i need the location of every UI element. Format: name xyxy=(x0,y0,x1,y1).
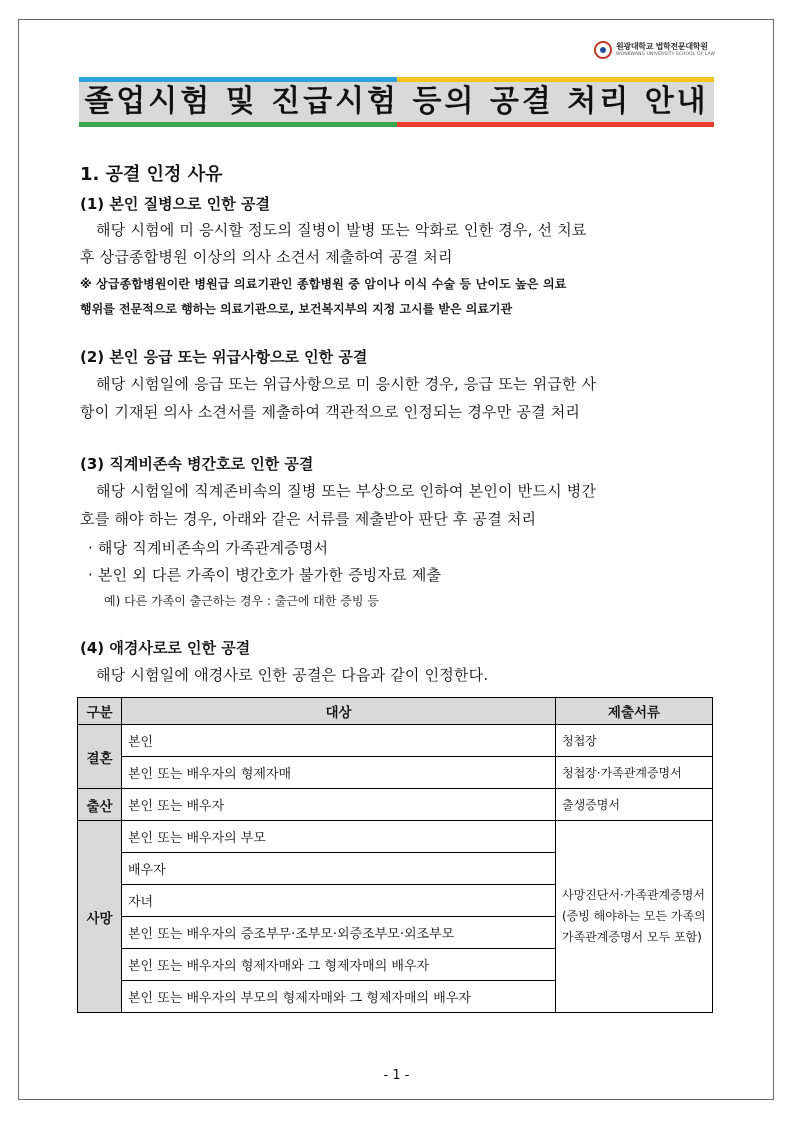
category-birth: 출산 xyxy=(78,789,122,821)
target-cell: 본인 xyxy=(122,725,556,757)
school-name: 원광대학교 법학전문대학원 xyxy=(616,42,708,51)
target-cell: 본인 또는 배우자의 부모 xyxy=(122,821,556,853)
item3-line1: 해당 시험일에 직계존비속의 질병 또는 부상으로 인하여 본인이 반드시 병간 xyxy=(96,482,597,500)
category-marriage: 결혼 xyxy=(78,725,122,789)
title-accent-red xyxy=(397,122,714,127)
table-row xyxy=(78,789,713,821)
target-cell: 본인 또는 배우자의 형제자매 xyxy=(122,757,556,789)
item4-heading: (4) 애경사로로 인한 공결 xyxy=(80,639,251,657)
target-cell: 본인 또는 배우자의 부모의 형제자매와 그 형제자매의 배우자 xyxy=(122,981,556,1013)
school-logo xyxy=(594,40,724,62)
item3-heading: (3) 직계비존속 병간호로 인한 공결 xyxy=(80,455,314,473)
header-target: 대상 xyxy=(122,698,556,725)
documents-cell: 출생증명서 xyxy=(556,789,713,821)
documents-cell-death: 사망진단서·가족관계증명서(증빙 해야하는 모든 가족의 가족관계증명서 모두 포함) xyxy=(556,821,713,1013)
item1-line1: 해당 시험에 미 응시할 정도의 질병이 발병 또는 악화로 인한 경우, 선 치료 xyxy=(96,221,587,239)
category-death: 사망 xyxy=(78,821,122,1013)
section-heading: 1. 공결 인정 사유 xyxy=(80,164,223,185)
document-title: 졸업시험 및 진급시험 등의 공결 처리 안내 xyxy=(79,82,714,122)
item1-line2: 후 상급종합병원 이상의 의사 소견서 제출하여 공결 처리 xyxy=(80,248,453,266)
documents-cell: 청첩장·가족관계증명서 xyxy=(556,757,713,789)
target-cell: 자녀 xyxy=(122,885,556,917)
target-cell: 본인 또는 배우자의 형제자매와 그 형제자매의 배우자 xyxy=(122,949,556,981)
documents-cell: 청첩장 xyxy=(556,725,713,757)
table-header-row xyxy=(78,698,713,725)
school-seal-icon xyxy=(594,41,612,59)
item3-bullet2: · 본인 외 다른 가족이 병간호가 불가한 증빙자료 제출 xyxy=(88,566,442,584)
item2-heading: (2) 본인 응급 또는 위급사항으로 인한 공결 xyxy=(80,348,368,366)
item1-heading: (1) 본인 질병으로 인한 공결 xyxy=(80,195,270,213)
absence-table xyxy=(77,697,713,1013)
header-documents: 제출서류 xyxy=(556,698,713,725)
header-category: 구분 xyxy=(78,698,122,725)
item4-line: 해당 시험일에 애경사로 인한 공결은 다음과 같이 인정한다. xyxy=(96,666,489,684)
table-row xyxy=(78,757,713,789)
target-cell: 본인 또는 배우자의 증조부무·조부모·외증조부모·외조부모 xyxy=(122,917,556,949)
table-row xyxy=(78,725,713,757)
item3-line2: 호를 해야 하는 경우, 아래와 같은 서류를 제출받아 판단 후 공결 처리 xyxy=(80,510,537,528)
item3-example: 예) 다른 가족이 출근하는 경우 : 출근에 대한 증빙 등 xyxy=(104,594,379,608)
item2-line1: 해당 시험일에 응급 또는 위급사항으로 미 응시한 경우, 응급 또는 위급한 사 xyxy=(96,375,597,393)
school-name-english: WONKWANG UNIVERSITY SCHOOL OF LAW xyxy=(616,52,716,57)
table-row xyxy=(78,821,713,853)
page-number: - 1 - xyxy=(383,1068,410,1083)
item2-line2: 항이 기재된 의사 소견서를 제출하여 객관적으로 인정되는 경우만 공결 처리 xyxy=(80,403,581,421)
target-cell: 본인 또는 배우자 xyxy=(122,789,556,821)
item3-bullet1: · 해당 직계비존속의 가족관계증명서 xyxy=(88,539,329,557)
item1-note-line1: ※ 상급종합병원이란 병원급 의료기관인 종합병원 중 암이나 이식 수술 등 난이도 높은 의료 xyxy=(80,277,567,291)
target-cell: 배우자 xyxy=(122,853,556,885)
item1-note-line2: 행위를 전문적으로 행하는 의료기관으로, 보건복지부의 지정 고시를 받은 의료기관 xyxy=(80,302,513,316)
title-accent-green xyxy=(79,122,397,127)
